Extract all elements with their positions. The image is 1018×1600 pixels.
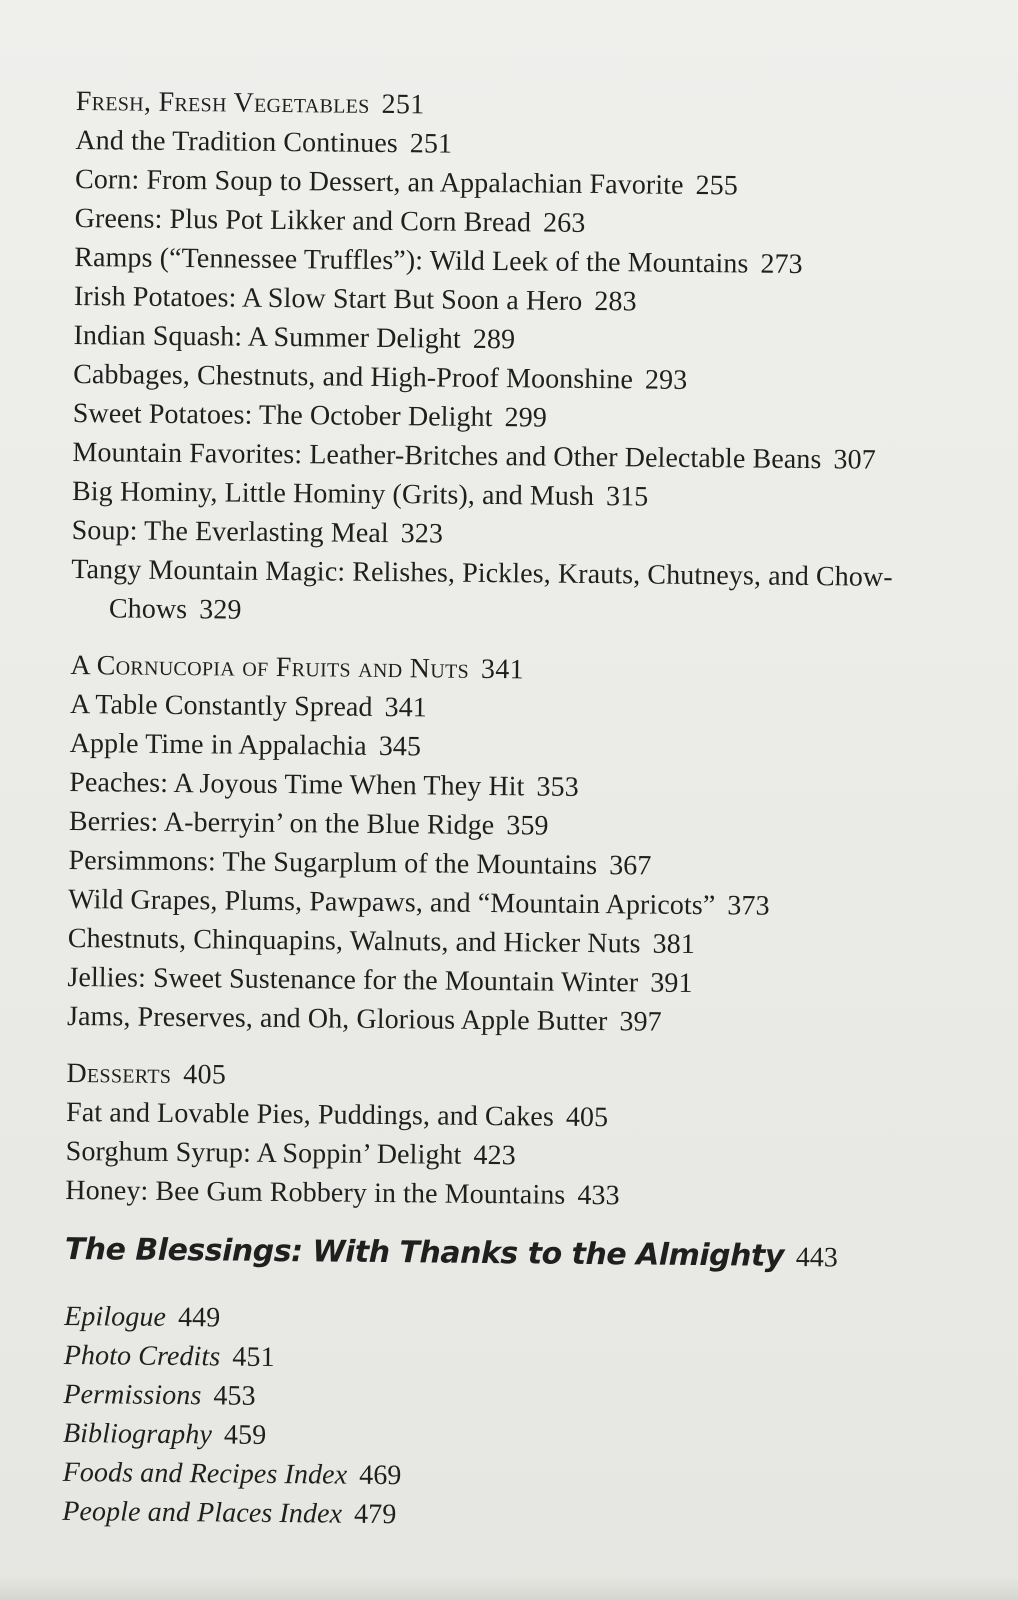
toc-title: Desserts bbox=[66, 1057, 172, 1090]
toc-page-number: 323 bbox=[400, 518, 444, 550]
table-of-contents bbox=[62, 82, 966, 1557]
toc-page-number: 433 bbox=[577, 1179, 620, 1212]
toc-page-number: 315 bbox=[605, 481, 649, 513]
toc-title: Persimmons: The Sugarplum of the Mountains bbox=[68, 844, 598, 882]
toc-title: Jams, Preserves, and Oh, Glorious Apple Butter bbox=[66, 1000, 608, 1038]
toc-page-number: 451 bbox=[232, 1341, 275, 1373]
toc-title: Ramps (“Tennessee Truffles”): Wild Leek of the Mountains bbox=[74, 241, 749, 280]
toc-page-number: 345 bbox=[378, 730, 422, 763]
toc-title: Fat and Lovable Pies, Puddings, and Cakes bbox=[65, 1096, 555, 1133]
toc-title: Mountain Favorites: Leather-Britches and Other Delectable Beans bbox=[72, 436, 822, 476]
toc-entry bbox=[65, 1171, 955, 1219]
toc-page-number: 273 bbox=[760, 248, 803, 280]
toc-page-number: 459 bbox=[223, 1419, 267, 1451]
toc-title: Apple Time in Appalachia bbox=[69, 727, 367, 762]
toc-title: Tangy Mountain Magic: Relishes, Pickles, Krauts, Chutneys, and Chow-Chows bbox=[71, 553, 893, 626]
toc-title: Irish Potatoes: A Slow Start But Soon a Hero bbox=[73, 280, 583, 317]
toc-title: Permissions bbox=[63, 1378, 202, 1412]
toc-page-number: 391 bbox=[650, 967, 693, 999]
toc-page-number: 469 bbox=[359, 1459, 402, 1492]
blessing-title: The Blessings: With Thanks to the Almighty bbox=[64, 1231, 785, 1274]
toc-title: And the Tradition Continues bbox=[75, 124, 398, 160]
toc-title: A Table Constantly Spread bbox=[69, 688, 373, 723]
toc-title: Big Hominy, Little Hominy (Grits), and Mush bbox=[71, 475, 595, 512]
toc-entry bbox=[67, 997, 957, 1045]
toc-page-number: 449 bbox=[177, 1302, 221, 1334]
toc-page-number: 367 bbox=[609, 850, 652, 882]
toc-title: Sorghum Syrup: A Soppin’ Delight bbox=[65, 1135, 462, 1171]
page-bottom-edge bbox=[0, 1576, 1018, 1600]
toc-page-number: 255 bbox=[695, 169, 739, 202]
toc-page-number: 251 bbox=[381, 88, 425, 121]
toc-page-number: 341 bbox=[480, 653, 525, 686]
toc-page-number: 359 bbox=[506, 810, 549, 842]
toc-section bbox=[71, 82, 966, 637]
toc-page-number: 263 bbox=[542, 207, 586, 239]
toc-page-number: 423 bbox=[473, 1139, 516, 1172]
toc-page-number: 289 bbox=[472, 323, 516, 356]
toc-title: People and Places Index bbox=[62, 1495, 343, 1530]
toc-page-number: 353 bbox=[536, 771, 579, 803]
toc-page-number: 405 bbox=[565, 1101, 609, 1134]
toc-entry-people-index bbox=[62, 1492, 952, 1540]
toc-title: Bibliography bbox=[62, 1417, 213, 1451]
toc-page-number: 397 bbox=[619, 1006, 662, 1038]
toc-title: A Cornucopia of Fruits and Nuts bbox=[70, 649, 470, 685]
toc-page-number: 293 bbox=[644, 364, 688, 396]
toc-title: Soup: The Everlasting Meal bbox=[71, 514, 389, 550]
toc-title: Epilogue bbox=[64, 1300, 167, 1333]
toc-page-number: 373 bbox=[727, 890, 770, 922]
toc-blessing-entry bbox=[65, 1228, 955, 1286]
toc-page-number: 283 bbox=[594, 285, 637, 318]
toc-page-number: 381 bbox=[652, 928, 696, 960]
toc-title: Fresh, Fresh Vegetables bbox=[75, 85, 370, 120]
toc-entry-wrapped bbox=[71, 550, 900, 636]
toc-section bbox=[67, 646, 961, 1045]
toc-title: Sweet Potatoes: The October Delight bbox=[72, 397, 493, 434]
toc-title: Cabbages, Chestnuts, and High-Proof Moonshine bbox=[73, 358, 634, 396]
toc-section bbox=[65, 1054, 956, 1219]
toc-title: Honey: Bee Gum Robbery in the Mountains bbox=[65, 1174, 566, 1211]
toc-page-number: 329 bbox=[199, 594, 242, 626]
toc-page-number: 341 bbox=[384, 691, 428, 724]
toc-title: Peaches: A Joyous Time When They Hit bbox=[69, 766, 525, 803]
toc-title: Indian Squash: A Summer Delight bbox=[73, 319, 462, 355]
toc-title: Chestnuts, Chinquapins, Walnuts, and Hicker Nuts bbox=[67, 922, 641, 960]
toc-title: Jellies: Sweet Sustenance for the Mountain Winter bbox=[67, 961, 639, 999]
toc-page-number: 479 bbox=[353, 1498, 397, 1531]
toc-page-number: 299 bbox=[504, 402, 548, 434]
toc-back-matter bbox=[62, 1297, 954, 1540]
toc-title: Foods and Recipes Index bbox=[62, 1456, 348, 1491]
toc-page-number: 405 bbox=[183, 1059, 227, 1091]
toc-page-number: 443 bbox=[795, 1241, 838, 1274]
toc-title: Photo Credits bbox=[63, 1339, 221, 1373]
toc-page-number: 251 bbox=[409, 128, 453, 160]
toc-page-number: 307 bbox=[833, 444, 876, 476]
toc-title: Wild Grapes, Plums, Pawpaws, and “Mountain Apricots” bbox=[68, 883, 716, 922]
toc-page-number: 453 bbox=[213, 1380, 256, 1412]
toc-title: Corn: From Soup to Dessert, an Appalachian Favorite bbox=[74, 163, 684, 201]
toc-title: Berries: A-berryin’ on the Blue Ridge bbox=[68, 805, 495, 842]
toc-title: Greens: Plus Pot Likker and Corn Bread bbox=[74, 202, 532, 239]
